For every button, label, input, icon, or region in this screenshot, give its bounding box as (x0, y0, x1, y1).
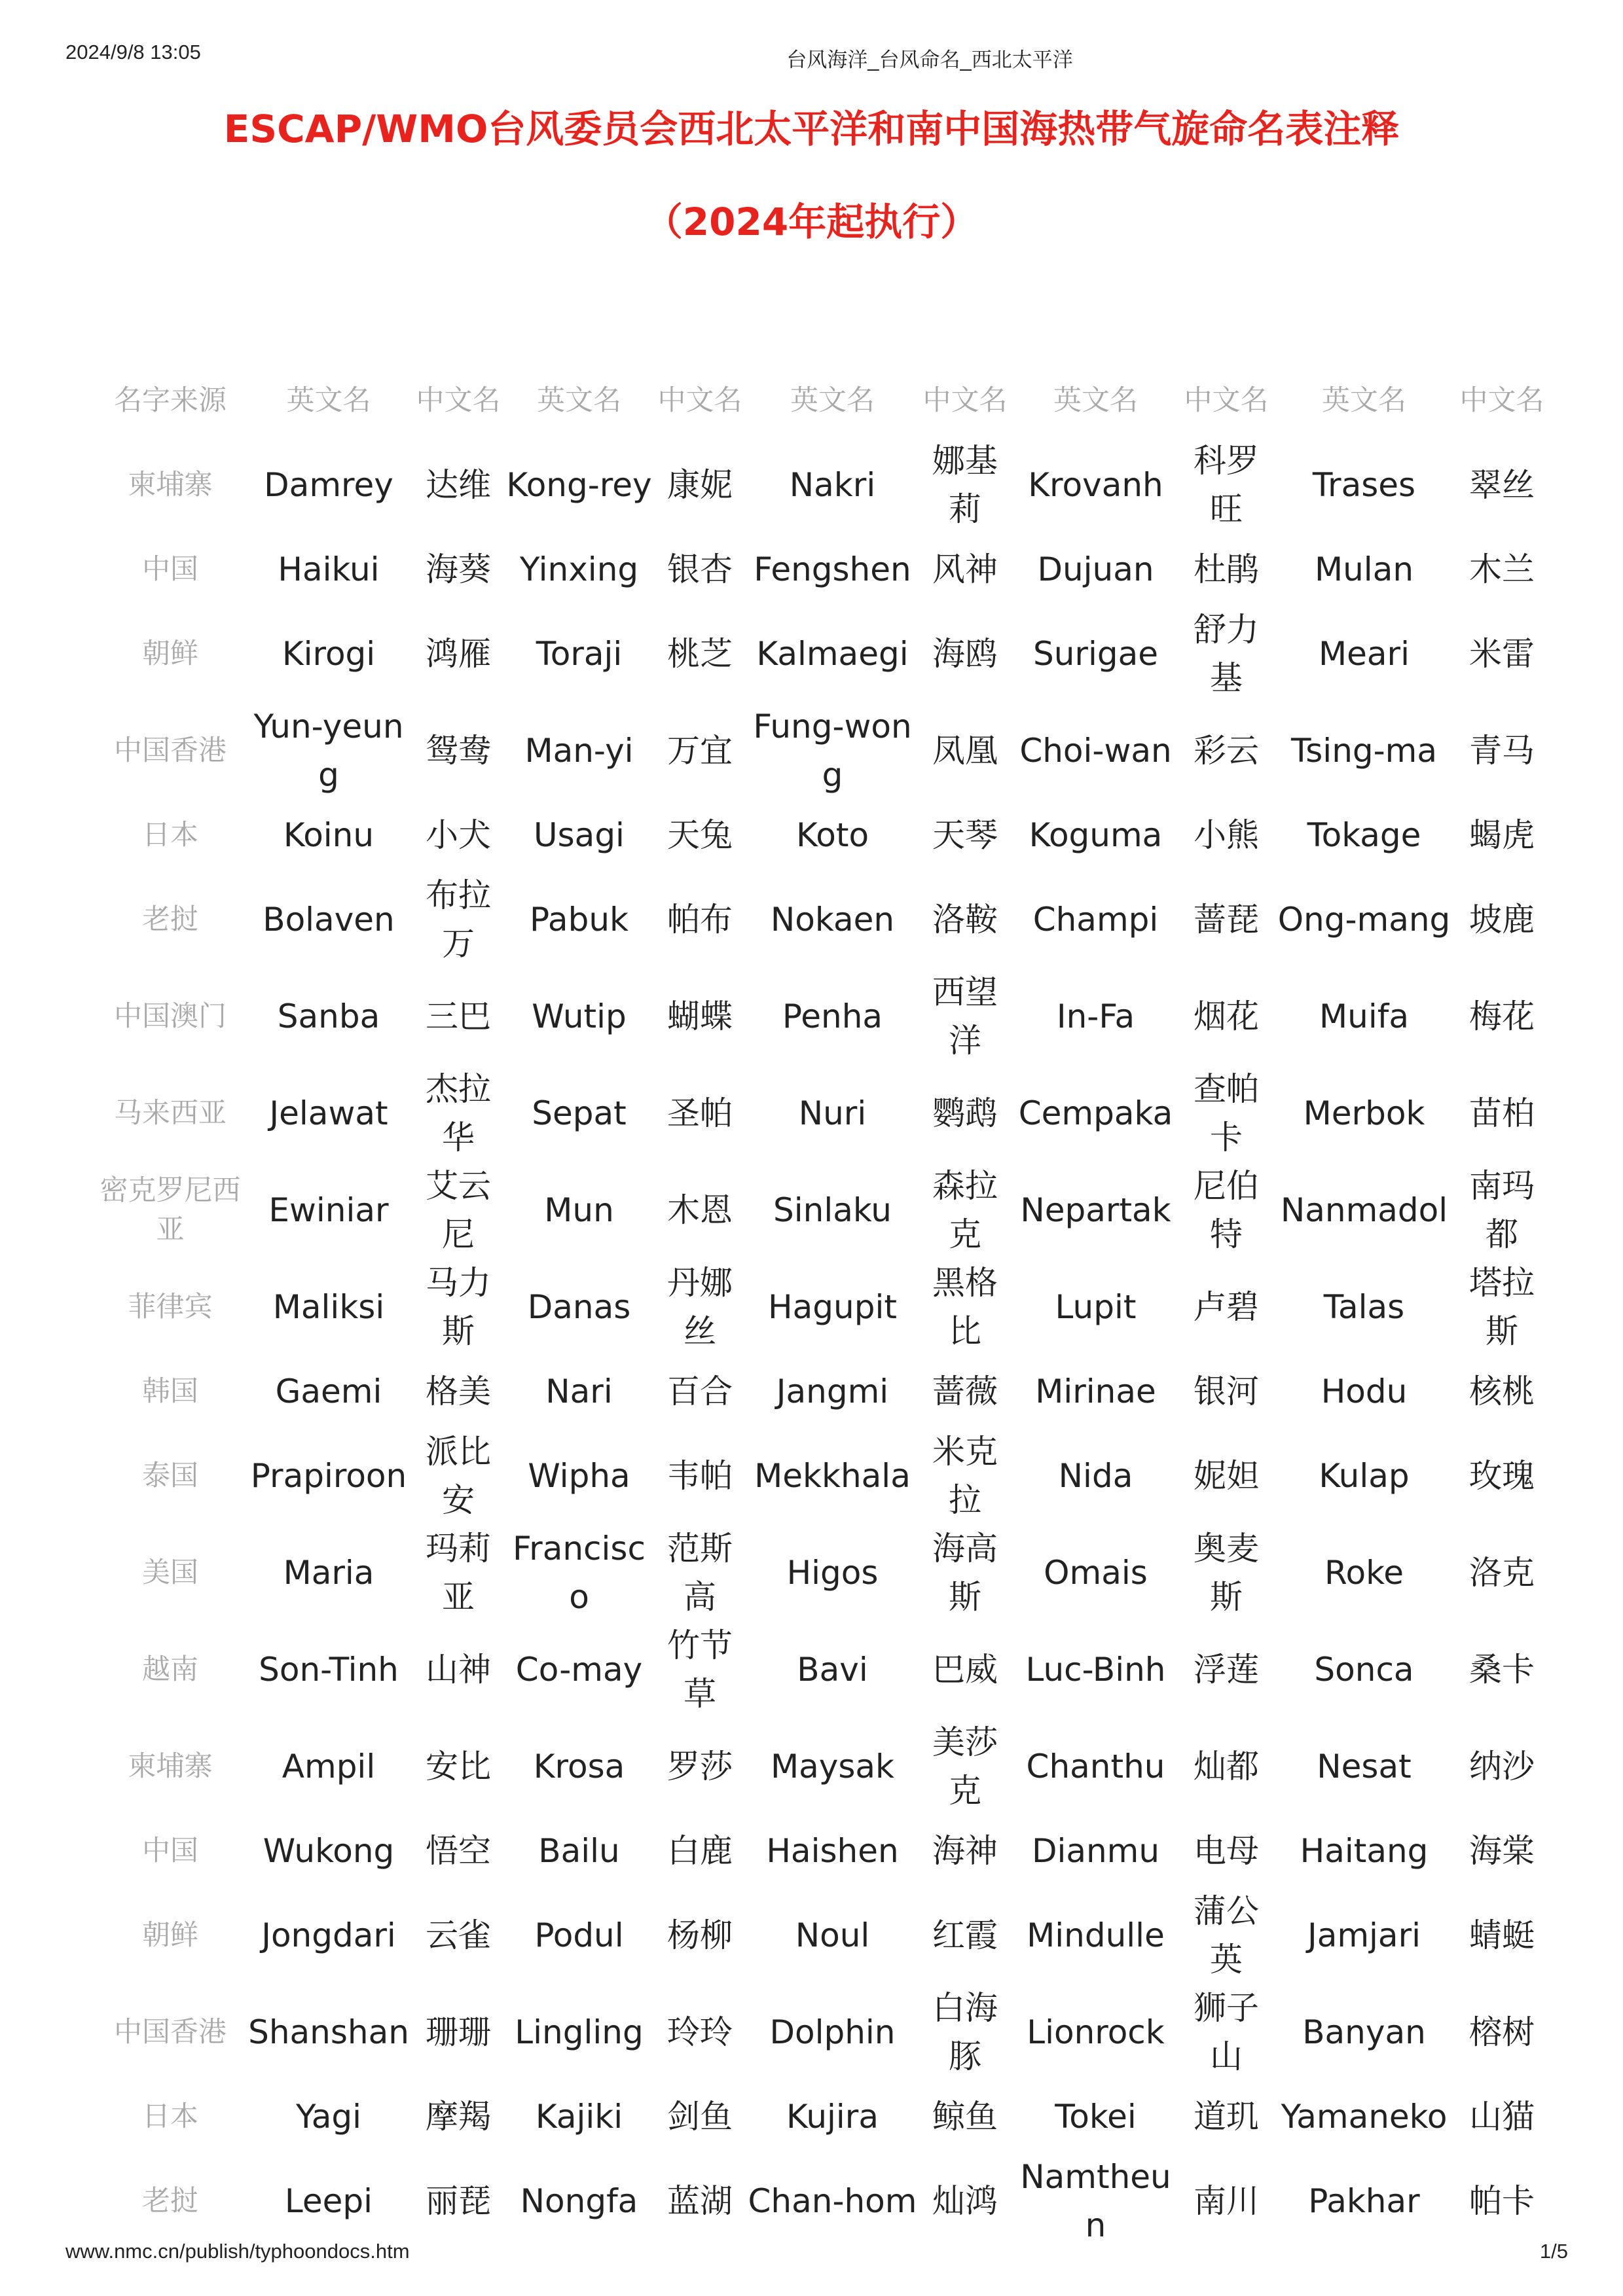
chinese-name-cell: 米克拉 (932, 1433, 998, 1519)
chinese-name-cell: 摩羯 (426, 2098, 491, 2136)
english-name-cell: Krovanh (1028, 466, 1163, 504)
table-row (96, 1984, 1548, 2081)
table-row (96, 1621, 1548, 1718)
chinese-name-cell: 蔷琵 (1194, 901, 1259, 939)
name-source-cell: 日本 (142, 2100, 198, 2133)
chinese-name-cell: 南川 (1194, 2182, 1259, 2220)
chinese-name-cell: 白海豚 (932, 1989, 998, 2075)
chinese-name-cell: 桑卡 (1469, 1651, 1535, 1689)
english-name-cell: Ewiniar (268, 1191, 389, 1229)
english-name-cell: Maliksi (272, 1288, 385, 1326)
table-row (96, 1259, 1548, 1355)
chinese-name-cell: 蝴蝶 (667, 997, 733, 1035)
english-name-cell: Talas (1323, 1288, 1405, 1326)
english-name-cell: Lupit (1055, 1288, 1137, 1326)
name-source-cell: 老挝 (142, 903, 198, 936)
table-row (96, 2081, 1548, 2153)
table-header-row (96, 365, 1548, 437)
english-name-cell: Maysak (770, 1748, 894, 1785)
english-name-cell: Fengshen (754, 550, 911, 588)
english-name-cell: Omais (1044, 1554, 1148, 1592)
name-source-cell: 密克罗尼西亚 (100, 1174, 241, 1246)
name-source-cell: 中国 (142, 553, 198, 586)
chinese-name-cell: 丽琵 (426, 2182, 491, 2220)
table-row (96, 533, 1548, 605)
chinese-name-cell: 梅花 (1469, 997, 1535, 1035)
name-source-cell: 中国香港 (114, 2016, 227, 2049)
english-name-cell: Bavi (797, 1651, 868, 1689)
english-name-cell: Mun (544, 1191, 614, 1229)
english-name-cell: Dianmu (1031, 1832, 1160, 1870)
english-name-cell: Mulan (1314, 550, 1414, 588)
chinese-name-cell: 妮妲 (1194, 1457, 1259, 1495)
chinese-name-cell: 尼伯特 (1194, 1167, 1259, 1253)
chinese-name-cell: 帕卡 (1469, 2182, 1535, 2220)
english-name-cell: Wukong (263, 1832, 395, 1870)
english-name-cell: Bailu (538, 1832, 620, 1870)
chinese-name-cell: 狮子山 (1194, 1989, 1259, 2075)
english-name-cell: Choi-wan (1019, 732, 1172, 770)
name-source-cell: 泰国 (142, 1460, 198, 1492)
english-name-cell: Tokei (1055, 2098, 1137, 2136)
english-name-cell: Mekkhala (754, 1457, 911, 1495)
chinese-name-cell: 海鸥 (932, 635, 998, 673)
english-name-cell: Higos (786, 1554, 879, 1592)
document-title: ESCAP/WMO台风委员会西北太平洋和南中国海热带气旋命名表注释 (223, 107, 1400, 151)
name-source-cell: 美国 (142, 1556, 198, 1589)
chinese-name-cell: 洛克 (1469, 1554, 1535, 1592)
english-name-cell: Nokaen (770, 901, 895, 939)
chinese-name-cell: 天兔 (667, 816, 733, 854)
chinese-name-cell: 蓝湖 (667, 2182, 733, 2220)
column-header: 英文名 (537, 384, 621, 417)
print-datetime: 2024/9/8 13:05 (65, 41, 201, 63)
english-name-cell: Kulap (1319, 1457, 1410, 1495)
table-row (96, 437, 1548, 533)
chinese-name-cell: 巴威 (932, 1651, 998, 1689)
english-name-cell: Pakhar (1308, 2182, 1420, 2220)
chinese-name-cell: 玛莉亚 (426, 1530, 491, 1616)
english-name-cell: Danas (527, 1288, 631, 1326)
chinese-name-cell: 山猫 (1469, 2098, 1535, 2136)
chinese-name-cell: 山神 (426, 1651, 491, 1689)
english-name-cell: Jelawat (269, 1094, 388, 1132)
name-source-cell: 菲律宾 (128, 1291, 213, 1323)
chinese-name-cell: 蒲公英 (1194, 1892, 1259, 1979)
table-row (96, 1162, 1548, 1259)
table-row (96, 702, 1548, 799)
english-name-cell: Kajiki (535, 2098, 623, 2136)
column-header: 中文名 (657, 384, 742, 417)
english-name-cell: Maria (283, 1554, 374, 1592)
chinese-name-cell: 坡鹿 (1469, 901, 1535, 939)
english-name-cell: Leepi (284, 2182, 373, 2220)
chinese-name-cell: 风神 (932, 550, 998, 588)
english-name-cell: Luc-Binh (1025, 1651, 1166, 1689)
chinese-name-cell: 道玑 (1194, 2098, 1259, 2136)
name-source-cell: 越南 (142, 1653, 198, 1686)
name-source-cell: 老挝 (142, 2185, 198, 2217)
chinese-name-cell: 圣帕 (667, 1094, 733, 1132)
english-name-cell: Trases (1312, 466, 1416, 504)
chinese-name-cell: 塔拉斯 (1469, 1264, 1535, 1350)
chinese-name-cell: 银河 (1194, 1372, 1259, 1410)
print-page-title: 台风海洋_台风命名_西北太平洋 (786, 48, 1073, 71)
chinese-name-cell: 彩云 (1194, 732, 1259, 770)
english-name-cell: Wutip (532, 997, 627, 1035)
chinese-name-cell: 鸳鸯 (426, 732, 491, 770)
chinese-name-cell: 卢碧 (1194, 1288, 1259, 1326)
english-name-cell: Merbok (1303, 1094, 1425, 1132)
english-name-cell: Kong-rey (506, 466, 652, 504)
english-name-cell: Usagi (534, 816, 625, 854)
column-header: 名字来源 (114, 384, 227, 417)
chinese-name-cell: 黑格比 (932, 1264, 998, 1350)
english-name-cell: Pabuk (530, 901, 629, 939)
chinese-name-cell: 小犬 (426, 816, 491, 854)
english-name-cell: Yamaneko (1281, 2098, 1448, 2136)
name-source-cell: 柬埔寨 (128, 469, 213, 501)
chinese-name-cell: 万宜 (667, 732, 733, 770)
chinese-name-cell: 安比 (426, 1748, 491, 1785)
chinese-name-cell: 丹娜丝 (667, 1264, 733, 1350)
chinese-name-cell: 百合 (667, 1372, 733, 1410)
name-source-cell: 中国 (142, 1835, 198, 1867)
column-header: 中文名 (922, 384, 1008, 417)
chinese-name-cell: 小熊 (1194, 816, 1259, 854)
column-header: 英文名 (790, 384, 875, 417)
name-source-cell: 日本 (142, 819, 198, 852)
english-name-cell: Podul (534, 1916, 624, 1954)
chinese-name-cell: 木兰 (1469, 550, 1535, 588)
chinese-name-cell: 木恩 (667, 1191, 733, 1229)
chinese-name-cell: 范斯高 (667, 1530, 733, 1616)
table-row (96, 1427, 1548, 1524)
chinese-name-cell: 浮莲 (1194, 1651, 1259, 1689)
english-name-cell: Penha (782, 997, 883, 1035)
name-source-cell: 中国澳门 (114, 1000, 227, 1033)
english-name-cell: Shanshan (248, 2013, 409, 2051)
table-row (96, 968, 1548, 1065)
chinese-name-cell: 马力斯 (426, 1264, 491, 1350)
english-name-cell: Nepartak (1020, 1191, 1171, 1229)
english-name-cell: Noul (795, 1916, 870, 1954)
english-name-cell: Kirogi (282, 635, 376, 673)
english-name-cell: Namtheun (1020, 2158, 1171, 2244)
column-header: 中文名 (416, 384, 501, 417)
english-name-cell: Dolphin (769, 2013, 896, 2051)
column-header: 中文名 (1184, 384, 1269, 417)
english-name-cell: Bolaven (263, 901, 395, 939)
english-name-cell: Lingling (515, 2013, 644, 2051)
chinese-name-cell: 翠丝 (1469, 466, 1535, 504)
english-name-cell: Haikui (278, 550, 380, 588)
chinese-name-cell: 美莎克 (932, 1723, 998, 1810)
chinese-name-cell: 杜鹃 (1194, 550, 1259, 588)
chinese-name-cell: 桃芝 (667, 635, 733, 673)
chinese-name-cell: 海高斯 (932, 1530, 998, 1616)
column-header: 英文名 (286, 384, 371, 417)
column-header: 中文名 (1459, 384, 1544, 417)
english-name-cell: Sinlaku (773, 1191, 892, 1229)
table-body (96, 437, 1548, 2250)
english-name-cell: Muifa (1319, 997, 1409, 1035)
chinese-name-cell: 洛鞍 (932, 901, 998, 939)
english-name-cell: Hodu (1321, 1372, 1408, 1410)
english-name-cell: Nanmadol (1280, 1191, 1448, 1229)
english-name-cell: Banyan (1302, 2013, 1426, 2051)
english-name-cell: Sonca (1314, 1651, 1414, 1689)
chinese-name-cell: 三巴 (426, 997, 491, 1035)
chinese-name-cell: 玲玲 (667, 2013, 733, 2051)
english-name-cell: Wipha (528, 1457, 630, 1495)
chinese-name-cell: 灿鸿 (932, 2182, 998, 2220)
chinese-name-cell: 青马 (1469, 732, 1535, 770)
english-name-cell: Hagupit (768, 1288, 897, 1326)
chinese-name-cell: 榕树 (1469, 2013, 1535, 2051)
english-name-cell: In-Fa (1056, 997, 1135, 1035)
english-name-cell: Cempaka (1018, 1094, 1173, 1132)
name-source-cell: 朝鲜 (142, 1919, 198, 1952)
chinese-name-cell: 凤凰 (932, 732, 998, 770)
english-name-cell: Ong-mang (1277, 901, 1451, 939)
document-subtitle: （2024年起执行） (644, 200, 979, 244)
name-source-cell: 韩国 (142, 1375, 198, 1408)
chinese-name-cell: 悟空 (426, 1832, 491, 1870)
table-row (96, 2153, 1548, 2250)
chinese-name-cell: 科罗旺 (1194, 442, 1259, 528)
english-name-cell: Man-yi (524, 732, 634, 770)
chinese-name-cell: 蜻蜓 (1469, 1916, 1535, 1954)
chinese-name-cell: 核桃 (1469, 1372, 1535, 1410)
chinese-name-cell: 银杏 (667, 550, 733, 588)
english-name-cell: Champi (1032, 901, 1159, 939)
chinese-name-cell: 派比安 (426, 1433, 491, 1519)
chinese-name-cell: 韦帕 (667, 1457, 733, 1495)
table-row (96, 1718, 1548, 1815)
chinese-name-cell: 森拉克 (932, 1167, 998, 1253)
table-row (96, 1524, 1548, 1621)
english-name-cell: Nongfa (520, 2182, 638, 2220)
table-row (96, 1815, 1548, 1887)
chinese-name-cell: 剑鱼 (667, 2098, 733, 2136)
english-name-cell: Chanthu (1026, 1748, 1165, 1785)
chinese-name-cell: 南玛都 (1469, 1167, 1535, 1253)
english-name-cell: Damrey (264, 466, 393, 504)
english-name-cell: Yinxing (519, 550, 639, 588)
chinese-name-cell: 西望洋 (932, 973, 998, 1060)
english-name-cell: Francisco (513, 1530, 646, 1616)
chinese-name-cell: 海葵 (426, 550, 491, 588)
chinese-name-cell: 红霞 (932, 1916, 998, 1954)
english-name-cell: Dujuan (1037, 550, 1154, 588)
table-row (96, 1065, 1548, 1162)
chinese-name-cell: 纳沙 (1469, 1748, 1535, 1785)
chinese-name-cell: 格美 (426, 1372, 491, 1410)
chinese-name-cell: 杰拉华 (426, 1070, 491, 1157)
english-name-cell: Ampil (282, 1748, 376, 1785)
print-footer-page-number: 1/5 (1539, 2240, 1568, 2263)
english-name-cell: Jangmi (776, 1372, 889, 1410)
english-name-cell: Koto (795, 816, 869, 854)
name-source-cell: 中国香港 (114, 734, 227, 767)
table-row (96, 799, 1548, 871)
chinese-name-cell: 帕布 (667, 901, 733, 939)
print-footer-url: www.nmc.cn/publish/typhoondocs.htm (65, 2240, 410, 2263)
chinese-name-cell: 康妮 (667, 466, 733, 504)
english-name-cell: Nesat (1317, 1748, 1412, 1785)
english-name-cell: Koinu (283, 816, 374, 854)
name-source-cell: 朝鲜 (142, 637, 198, 670)
english-name-cell: Toraji (536, 635, 623, 673)
chinese-name-cell: 布拉万 (426, 876, 491, 963)
english-name-cell: Yagi (296, 2098, 361, 2136)
english-name-cell: Fung-wong (753, 708, 912, 794)
chinese-name-cell: 灿都 (1194, 1748, 1259, 1785)
chinese-name-cell: 海神 (932, 1832, 998, 1870)
english-name-cell: Koguma (1029, 816, 1163, 854)
english-name-cell: Haitang (1300, 1832, 1429, 1870)
chinese-name-cell: 玫瑰 (1469, 1457, 1535, 1495)
chinese-name-cell: 娜基莉 (932, 442, 998, 528)
typhoon-names-table (96, 365, 1548, 2250)
english-name-cell: Nida (1058, 1457, 1133, 1495)
english-name-cell: Jongdari (261, 1916, 396, 1954)
chinese-name-cell: 珊珊 (426, 2013, 491, 2051)
english-name-cell: Mirinae (1035, 1372, 1156, 1410)
english-name-cell: Krosa (533, 1748, 625, 1785)
english-name-cell: Nakri (789, 466, 876, 504)
english-name-cell: Tsing-ma (1290, 732, 1438, 770)
chinese-name-cell: 艾云尼 (426, 1167, 491, 1253)
chinese-name-cell: 烟花 (1194, 997, 1259, 1035)
table-row (96, 605, 1548, 702)
english-name-cell: Tokage (1307, 816, 1421, 854)
chinese-name-cell: 蔷薇 (932, 1372, 998, 1410)
english-name-cell: Surigae (1032, 635, 1158, 673)
chinese-name-cell: 蝎虎 (1469, 816, 1535, 854)
english-name-cell: Jamjari (1307, 1916, 1421, 1954)
table-row (96, 871, 1548, 968)
chinese-name-cell: 鲸鱼 (932, 2098, 998, 2136)
english-name-cell: Nuri (798, 1094, 867, 1132)
english-name-cell: Chan-hom (748, 2182, 917, 2220)
chinese-name-cell: 海棠 (1469, 1832, 1535, 1870)
english-name-cell: Nari (545, 1372, 613, 1410)
english-name-cell: Gaemi (275, 1372, 382, 1410)
table-row (96, 1355, 1548, 1427)
chinese-name-cell: 奥麦斯 (1194, 1530, 1259, 1616)
english-name-cell: Co-may (515, 1651, 643, 1689)
english-name-cell: Mindulle (1027, 1916, 1165, 1954)
english-name-cell: Haishen (766, 1832, 899, 1870)
table-row (96, 1887, 1548, 1984)
name-source-cell: 马来西亚 (114, 1097, 227, 1130)
english-name-cell: Prapiroon (250, 1457, 407, 1495)
english-name-cell: Kalmaegi (756, 635, 909, 673)
english-name-cell: Lionrock (1027, 2013, 1165, 2051)
english-name-cell: Meari (1319, 635, 1410, 673)
chinese-name-cell: 舒力基 (1194, 611, 1259, 697)
english-name-cell: Kujira (786, 2098, 879, 2136)
chinese-name-cell: 苗柏 (1469, 1094, 1535, 1132)
english-name-cell: Sepat (532, 1094, 627, 1132)
chinese-name-cell: 白鹿 (667, 1832, 733, 1870)
name-source-cell: 柬埔寨 (128, 1750, 213, 1783)
english-name-cell: Roke (1324, 1554, 1404, 1592)
chinese-name-cell: 电母 (1194, 1832, 1259, 1870)
chinese-name-cell: 鸿雁 (426, 635, 491, 673)
chinese-name-cell: 鹦鹉 (932, 1094, 998, 1132)
chinese-name-cell: 米雷 (1469, 635, 1535, 673)
english-name-cell: Son-Tinh (259, 1651, 399, 1689)
chinese-name-cell: 查帕卡 (1194, 1070, 1259, 1157)
chinese-name-cell: 达维 (426, 466, 491, 504)
chinese-name-cell: 罗莎 (667, 1748, 733, 1785)
chinese-name-cell: 杨柳 (667, 1916, 733, 1954)
chinese-name-cell: 天琴 (932, 816, 998, 854)
english-name-cell: Sanba (277, 997, 380, 1035)
english-name-cell: Yun-yeung (253, 708, 404, 794)
chinese-name-cell: 竹节草 (667, 1626, 733, 1713)
column-header: 英文名 (1053, 384, 1138, 417)
column-header: 英文名 (1322, 384, 1406, 417)
chinese-name-cell: 云雀 (426, 1916, 491, 1954)
